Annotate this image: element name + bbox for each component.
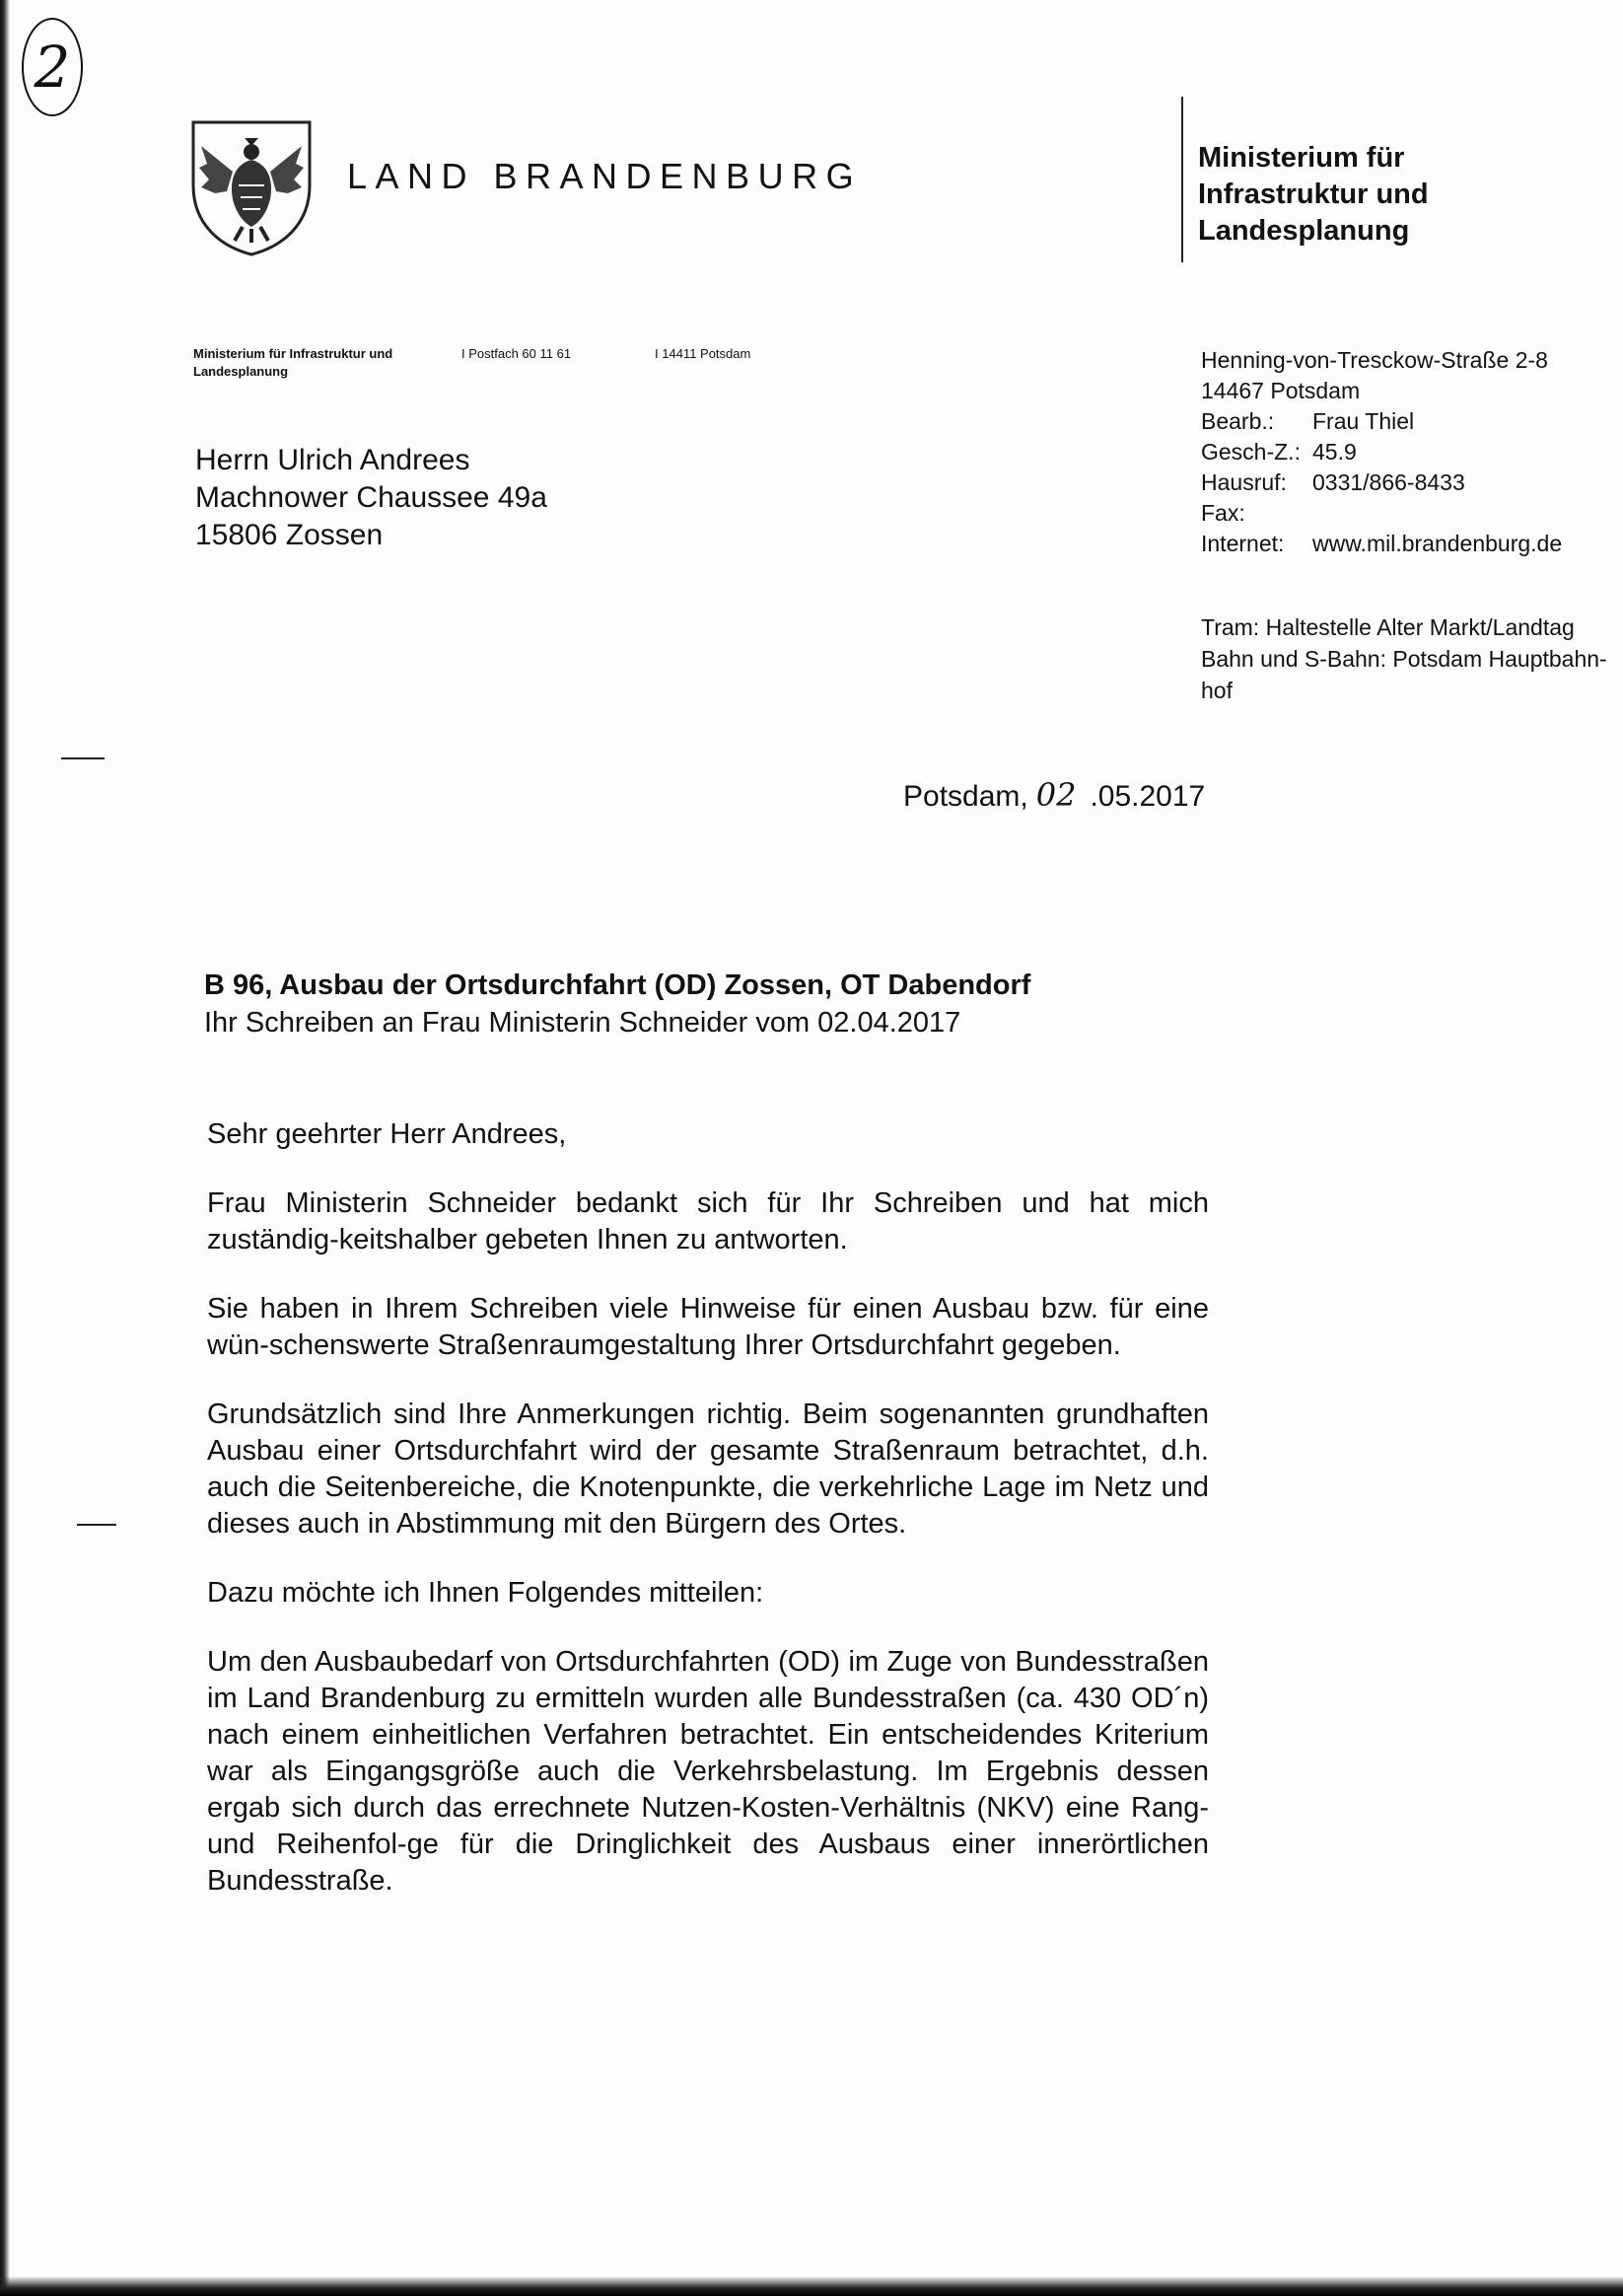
contact-label: Bearb.: bbox=[1201, 408, 1275, 434]
transport-line: Bahn und S-Bahn: Potsdam Hauptbahn- bbox=[1201, 646, 1607, 672]
separator-bar: I bbox=[655, 346, 663, 361]
handwritten-page-number: 2 bbox=[22, 18, 83, 116]
fold-mark-top bbox=[61, 757, 105, 759]
separator-bar: I bbox=[461, 346, 469, 361]
body-paragraph: Dazu möchte ich Ihnen Folgendes mitteilen: bbox=[207, 1577, 764, 1609]
land-brandenburg-wordmark: LAND BRANDENBURG bbox=[347, 156, 863, 196]
body-paragraph: Um den Ausbaubedarf von Ortsdurchfahrten (OD) im Zuge von Bundesstraßen im Land Brandenburg zu ermitteln wurden alle Bundesstraßen (ca. 430 OD´n) nach einem einheitlichen Verfahren betrachtet. Ein entscheidendes Kriterium war als Eingangsgröße auch die Verkehrsbelastung. Im Ergebnis dessen ergab sich durch das errechnete Nutzen-Kosten-Verhältnis (NKV) eine Rang-und Reihenfol-ge für die Dringlichkeit des Ausbaus einer innerörtlichen Bundesstraße. bbox=[207, 1646, 1209, 1897]
fold-mark-middle bbox=[77, 1524, 116, 1526]
contact-value: 45.9 bbox=[1312, 439, 1357, 465]
contact-label: Internet: bbox=[1201, 531, 1285, 556]
contact-label: Fax: bbox=[1201, 500, 1245, 526]
contact-street: Henning-von-Tresckow-Straße 2-8 bbox=[1201, 347, 1548, 373]
contact-value: Frau Thiel bbox=[1312, 408, 1415, 434]
contact-label: Gesch-Z.: bbox=[1201, 439, 1301, 465]
contact-city: 14467 Potsdam bbox=[1201, 378, 1361, 403]
contact-row-phone bbox=[1201, 467, 1562, 498]
brandenburg-coat-of-arms-icon bbox=[187, 116, 316, 258]
transport-line: Tram: Haltestelle Alter Markt/Landtag bbox=[1201, 614, 1575, 640]
ministry-line: Landesplanung bbox=[1198, 215, 1410, 247]
return-address-city bbox=[655, 345, 750, 363]
contact-row-fax bbox=[1201, 498, 1562, 529]
ministry-name bbox=[1198, 140, 1429, 250]
letter-body bbox=[207, 1116, 1209, 1932]
return-sender-line: Ministerium für Infrastruktur und bbox=[193, 346, 393, 361]
subject-title: B 96, Ausbau der Ortsdurchfahrt (OD) Zossen, OT Dabendorf bbox=[204, 969, 1031, 1001]
contact-label: Hausruf: bbox=[1201, 469, 1287, 495]
letter-date bbox=[903, 776, 1205, 814]
body-paragraph: Sie haben in Ihrem Schreiben viele Hinweise für einen Ausbau bzw. für eine wün-schenswerte Straßenraumgestaltung Ihrer Ortsdurchfahrt gegeben. bbox=[207, 1293, 1209, 1361]
scan-edge-left bbox=[0, 0, 10, 2296]
return-address-po-box bbox=[461, 345, 571, 363]
contact-info bbox=[1201, 345, 1562, 559]
body-paragraph: Frau Ministerin Schneider bedankt sich für Ihr Schreiben und hat mich zuständig-keitshalber gebeten Ihnen zu antworten. bbox=[207, 1187, 1209, 1256]
contact-row-internet bbox=[1201, 529, 1562, 559]
date-month-year: .05.2017 bbox=[1090, 780, 1206, 813]
date-place: Potsdam, bbox=[903, 780, 1028, 813]
recipient-city: 15806 Zossen bbox=[195, 519, 384, 551]
recipient-address bbox=[195, 442, 547, 554]
contact-row-reference bbox=[1201, 437, 1562, 467]
return-address-sender bbox=[193, 345, 392, 381]
transport-info bbox=[1201, 611, 1615, 706]
contact-website: www.mil.brandenburg.de bbox=[1312, 531, 1563, 556]
ministry-line: Ministerium für bbox=[1198, 142, 1405, 174]
recipient-street: Machnower Chaussee 49a bbox=[195, 481, 547, 514]
salutation: Sehr geehrter Herr Andrees, bbox=[207, 1118, 567, 1150]
po-box-text: Postfach 60 11 61 bbox=[468, 346, 572, 361]
header-divider bbox=[1181, 97, 1183, 262]
letter-subject bbox=[204, 967, 1030, 1041]
scan-edge-bottom bbox=[0, 2276, 1623, 2296]
contact-row-clerk bbox=[1201, 406, 1562, 437]
return-sender-line: Landesplanung bbox=[193, 364, 289, 379]
body-paragraph: Grundsätzlich sind Ihre Anmerkungen richtig. Beim sogenannten grundhaften Ausbau einer Ortsdurchfahrt wird der gesamte Straßenraum betrachtet, d.h. auch die Seitenbereiche, die Knotenpunkte, die verkehrliche Lage im Netz und dieses auch in Abstimmung mit den Bürgern des Ortes. bbox=[207, 1399, 1209, 1540]
contact-value: 0331/866-8433 bbox=[1312, 469, 1465, 495]
transport-line: hof bbox=[1201, 678, 1233, 703]
ministry-line: Infrastruktur und bbox=[1198, 179, 1429, 210]
recipient-name: Herrn Ulrich Andrees bbox=[195, 444, 470, 476]
date-day-handwritten: 02 bbox=[1035, 776, 1077, 814]
subject-reference: Ihr Schreiben an Frau Ministerin Schneider vom 02.04.2017 bbox=[204, 1007, 961, 1039]
return-city-text: 14411 Potsdam bbox=[662, 346, 751, 361]
